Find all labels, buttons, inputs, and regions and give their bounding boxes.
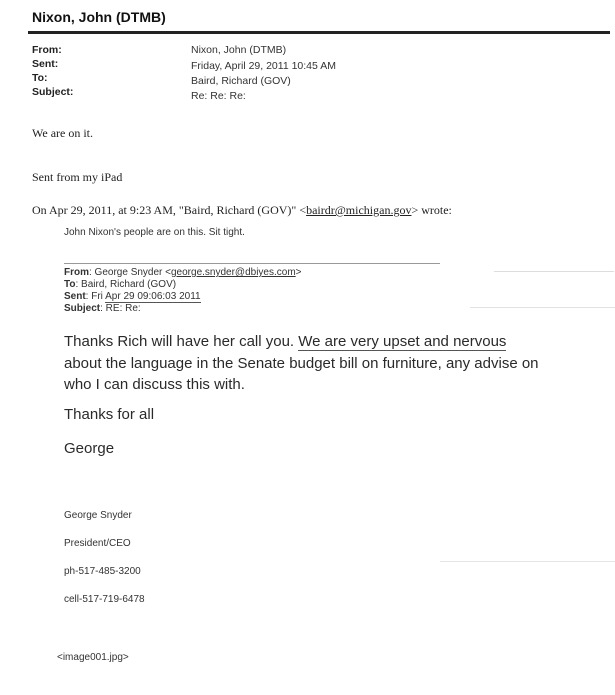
to-label: To:: [32, 72, 48, 84]
quote-intro-suffix: > wrote:: [411, 203, 452, 217]
message-line-1: [64, 333, 506, 350]
fwd-from-end: >: [295, 267, 302, 278]
sig-cell: cell-517-719-6478: [64, 594, 145, 605]
fwd-subject-value: : RE: Re:: [100, 303, 141, 314]
from-label: From:: [32, 44, 62, 56]
sig-name: George Snyder: [64, 510, 132, 521]
fwd-sent-date: Apr 29 09:06:03 2011: [105, 291, 201, 302]
reply-body: We are on it.: [32, 126, 94, 140]
fwd-from-label: From: [64, 267, 89, 278]
fwd-sent-prefix: : Fri: [85, 291, 106, 302]
forward-separator: [64, 263, 440, 264]
subject-label: Subject:: [32, 86, 74, 98]
fwd-from-line: [64, 267, 302, 278]
message-line-3: who I can discuss this with.: [64, 376, 245, 393]
attachment-placeholder: <image001.jpg>: [57, 652, 129, 663]
from-value: Nixon, John (DTMB): [191, 44, 287, 56]
sent-value: Friday, April 29, 2011 10:45 AM: [191, 60, 336, 72]
message-sign: George: [64, 440, 115, 457]
scan-faint-rule: [440, 561, 615, 562]
message-line-2: about the language in the Senate budget bill on furniture, any advise on: [64, 355, 539, 372]
fwd-to-line: [64, 279, 176, 290]
fwd-to-value: : Baird, Richard (GOV): [75, 279, 177, 290]
message-thanks: Thanks for all: [64, 406, 155, 423]
fwd-sent-line: [64, 291, 201, 302]
quoted-body: John Nixon's people are on this. Sit tight.: [64, 227, 245, 238]
to-value: Baird, Richard (GOV): [191, 75, 291, 87]
quote-intro-email-link[interactable]: bairdr@michigan.gov: [306, 203, 412, 217]
quote-intro-prefix: On Apr 29, 2011, at 9:23 AM, "Baird, Richard (GOV)" <: [32, 203, 307, 217]
fwd-to-label: To: [64, 279, 76, 290]
scan-faint-rule: [494, 271, 614, 272]
sender-header: Nixon, John (DTMB): [32, 9, 166, 25]
fwd-from-email-link[interactable]: george.snyder@dbiyes.com: [171, 267, 296, 278]
sent-label: Sent:: [32, 58, 59, 70]
sig-title: President/CEO: [64, 538, 131, 549]
message-line-1-underlined: We are very upset and nervous: [298, 333, 507, 350]
fwd-subject-label: Subject: [64, 303, 101, 314]
subject-value: Re: Re: Re:: [191, 90, 246, 102]
fwd-sent-label: Sent: [64, 291, 86, 302]
header-rule: [28, 31, 610, 34]
fwd-from-name: : George Snyder <: [89, 267, 171, 278]
reply-signature: Sent from my iPad: [32, 170, 123, 184]
fwd-subject-line: [64, 303, 141, 314]
message-line-1-prefix: Thanks Rich will have her call you.: [64, 333, 299, 350]
sig-phone: ph-517-485-3200: [64, 566, 141, 577]
quote-intro: [32, 203, 452, 218]
scan-faint-rule: [470, 307, 615, 308]
